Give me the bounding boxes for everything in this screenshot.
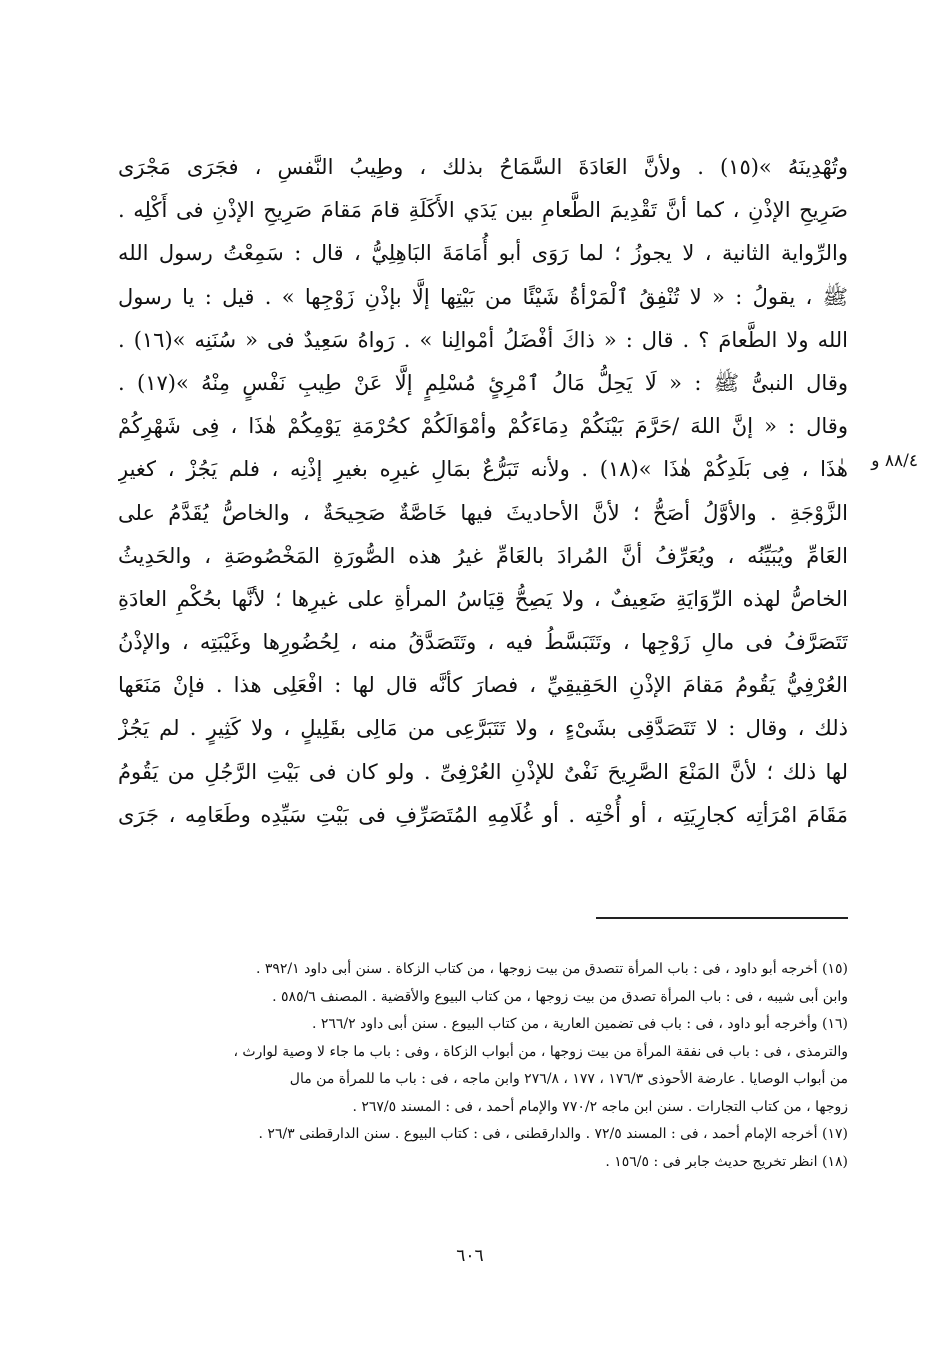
footnote-line: (١٧) أخرجه الإمام أحمد ، فى : المسند ٧٢/٥ . والدارقطنى ، فى : كتاب البيوع . سنن الدارقطنى ٢٦/٣ . [258, 1126, 848, 1142]
main-text-line: تَتَصَرَّفُ فى مالِ زَوْجِها ، وتَتَبَسَّطُ فيه ، وتَتَصَدَّقُ منه ، لِحُضُورِها وغَيْبَتِه ، والإذْنُ [118, 630, 848, 655]
main-text-line: الخاصُّ لهذه الرِّوَايَةِ ضَعِيفٌ ، ولا يَصِحُّ قِيَاسُ المرأةِ على غيرِها ؛ لأنَّها بحُكْمِ العادَةِ [118, 586, 848, 611]
footnote-separator [596, 917, 848, 919]
footnotes-block [118, 956, 848, 1176]
main-text-line: هٰذَا ، فِى بَلَدِكُمْ هٰذَا »(١٨) . ولأنه تَبَرُّعٌ بمَالِ غيرِه بغيرِ إذْنِه ، فلم يَجُزْ ، كغيرِ [118, 457, 848, 482]
main-text-line: ذلك ، وقال : لا تَتَصَدَّقِى بشَىْءٍ ، ولا تَتَبَرَّعِى من مَالِى بقَلِيلٍ ، ولا كَثِيرٍ . لم يَجُزْ [118, 716, 848, 741]
margin-manuscript-reference: ٨٨/٤ و [871, 451, 918, 471]
main-text-block [118, 146, 848, 837]
footnote-line: (١٨) انظر تخريج حديث جابر فى : ١٥٦/٥ . [605, 1153, 848, 1170]
footnote-line: والترمذى ، فى : باب فى نفقة المرأة من بيت زوجها ، من أبواب الزكاة ، وفى : باب ما جاء لا وصية لوارث ، [233, 1043, 848, 1060]
footnote-line: زوجها ، من كتاب التجارات . سنن ابن ماجه ٧٧٠/٢ والإمام أحمد ، فى : المسند ٢٦٧/٥ . [352, 1098, 848, 1115]
main-text-line: وقال : « إنَّ اللهَ /حَرَّمَ بَيْنَكُمْ دِمَاءَكُمْ وأمْوَالَكُمْ كحُرْمَةِ يَوْمِكُمْ هٰذَا ، فِى شَهْرِكُمْ [118, 414, 848, 439]
main-text-line: مَقَامَ امْرَأتِه كجارِيَتِه ، أو أُخْتِه . أو غُلَامِهِ المُتَصَرِّفِ فى بَيْتِ سَيِّدِه وطَعَامِه ، جَرَى [118, 802, 848, 827]
main-text-line: لها ذلك ؛ لأنَّ المَنْعَ الصَّرِيحَ نَفْىٌ للإذْنِ العُرْفِىِّ . ولو كان فى بَيْتِ الرَّجُلِ من يَقُومُ [118, 759, 848, 784]
main-text-line: ﷺ ، يقولُ : « لا تُنْفِقُ ٱلْمَرْأةُ شَيْئًا من بَيْتِها إلَّا بإذْنِ زَوْجِها » . قيل : يا رسول [118, 284, 848, 309]
footnote-line: (١٥) أخرجه أبو داود ، فى : باب المرأة تتصدق من بيت زوجها ، من كتاب الزكاة . سنن أبى داود ٣٩٢/١ . [255, 961, 848, 977]
main-text-line: وقال النبىُّ ﷺ : « لَا يَحِلُّ مَالُ ٱمْرِئٍ مُسْلِمٍ إلَّا عَنْ طِيبِ نَفْسٍ مِنْهُ »(١٧) . [118, 370, 848, 395]
main-text-line: العُرْفِيُّ يَقُومُ مَقامَ الإذْنِ الحَقِيقِيِّ ، فصارَ كأنَّه قال لها : افْعَلِى هذا . فإنْ مَنَعَها [118, 673, 848, 698]
main-text-line: الزَّوْجَةِ . والأوَّلُ أصَحُّ ؛ لأنَّ الأحاديثَ فيها خَاصَّةٌ صَحِيحَةٌ ، والخاصُّ يُقَدَّمُ على [118, 500, 848, 525]
footnote-line: من أبواب الوصايا . عارضة الأحوذى ١٧٦/٣ ، ١٧٧ ، ٢٧٦/٨ وابن ماجه ، فى : باب ما للمرأة من مال [289, 1071, 848, 1087]
page-number: ٦٠٦ [456, 1246, 484, 1266]
main-text-line: العَامِّ ويُبَيِّنُه ، ويُعَرِّفُ أنَّ المُرادَ بالعَامِّ غيرُ هذه الصُّورَةِ المَخْصُوصَةِ ، والحَدِيثُ [118, 543, 848, 568]
main-text-line: صَرِيحِ الإذْنِ ، كما أنَّ تَقْدِيمَ الطَّعامِ بين يَدَي الأَكَلَةِ قامَ مَقامَ صَرِيحِ الإذْنِ فى أَكْلِه . [118, 198, 848, 223]
main-text-line: والرِّواية الثانية ، لا يجوزُ ؛ لما رَوَى أبو أُمَامَةَ البَاهِلِيُّ ، قال : سَمِعْتُ رسول الله [118, 241, 848, 266]
footnote-line: (١٦) وأخرجه أبو داود ، فى : باب فى تضمين العارية ، من كتاب البيوع . سنن أبى داود ٢٦٦/٢ . [311, 1016, 848, 1032]
main-text-line: وتُهْدِينَهُ »(١٥) . ولأنَّ العَادَةَ السَّمَاحُ بذلك ، وطِيبُ النَّفسِ ، فجَرَى مَجْرَى [118, 155, 848, 179]
main-text-line: الله ولا الطَّعامَ ؟ . قال : « ذاكَ أفْضَلُ أمْوالِنا » . رَواهُ سَعِيدٌ فى « سُنَنِه »(١٦) . [118, 327, 848, 352]
footnote-line: وابن أبى شيبه ، فى : باب المرأة تصدق من بيت زوجها ، من كتاب البيوع والأقضية . المصنف ٥٨٥/٦ . [272, 988, 848, 1005]
